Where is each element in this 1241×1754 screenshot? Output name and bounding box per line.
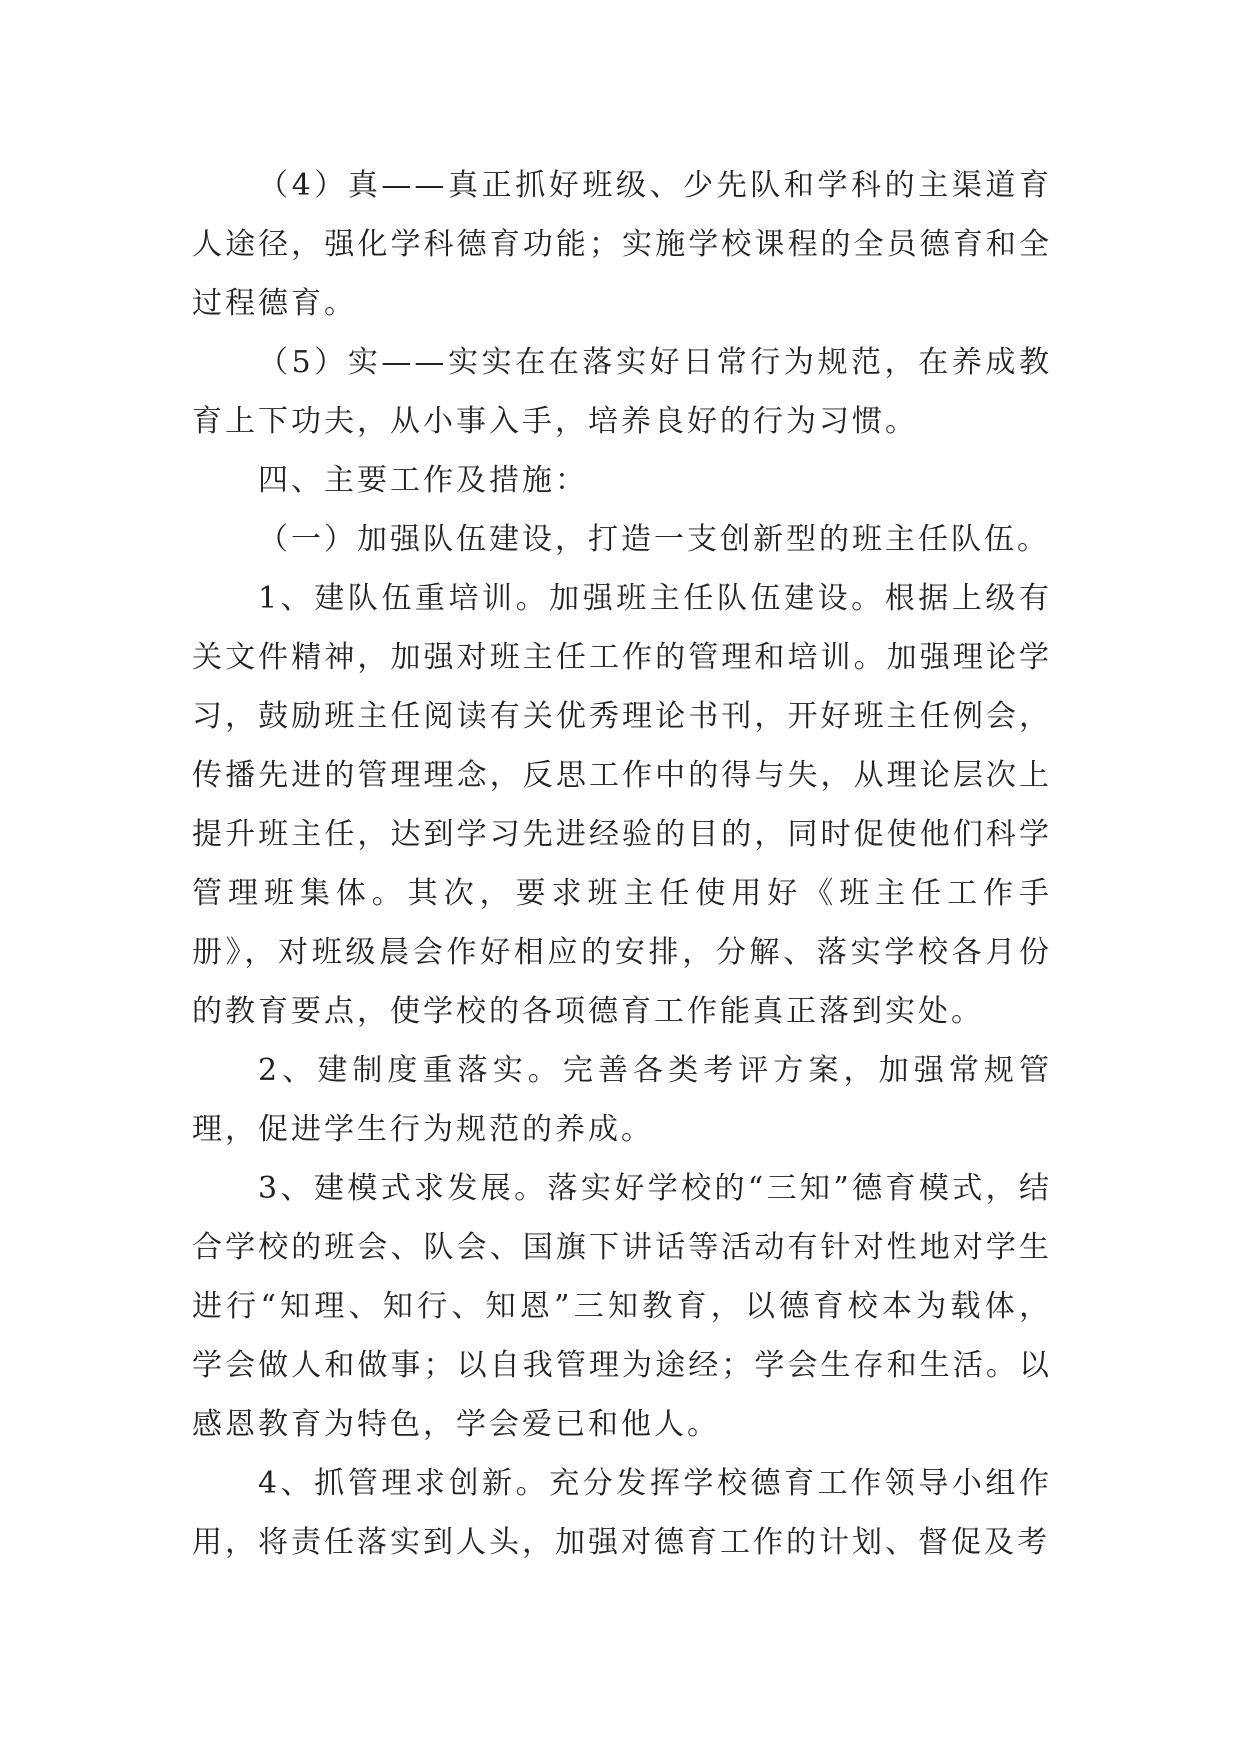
section-heading-main-work: 四、主要工作及措施： xyxy=(258,463,588,498)
paragraph-item-2-system: 2、建制度重落实。完善各类考评方案，加强常规管理，促进学生行为规范的养成。 xyxy=(192,1053,1052,1147)
paragraph-4-zhen: （4）真——真正抓好班级、少先队和学科的主渠道育人途径，强化学科德育功能；实施学校课程的全员德育和全过程德育。 xyxy=(192,168,1052,321)
paragraph-item-4-management: 4、抓管理求创新。充分发挥学校德育工作领导小组作用，将责任落实到人头，加强对德育工作的计划、督促及考 xyxy=(192,1466,1052,1560)
paragraph-item-1-training: 1、建队伍重培训。加强班主任队伍建设。根据上级有关文件精神，加强对班主任工作的管理和培训。加强理论学习，鼓励班主任阅读有关优秀理论书刊，开好班主任例会，传播先进的管理理念，反思工作中的得与失，从理论层次上提升班主任，达到学习先进经验的目的，同时促使他们科学管理班集体。其次，要求班主任使用好《班主任工作手册》，对班级晨会作好相应的安排，分解、落实学校各月份的教育要点，使学校的各项德育工作能真正落到实处。 xyxy=(192,581,1052,1029)
paragraph-5-shi: （5）实——实实在在落实好日常行为规范，在养成教育上下功夫，从小事入手，培养良好的行为习惯。 xyxy=(192,345,1052,439)
document-body xyxy=(192,156,1052,1572)
subsection-heading-team-building: （一）加强队伍建设，打造一支创新型的班主任队伍。 xyxy=(258,522,1050,557)
paragraph-item-3-model: 3、建模式求发展。落实好学校的“三知”德育模式，结合学校的班会、队会、国旗下讲话等活动有针对性地对学生进行“知理、知行、知恩”三知教育，以德育校本为载体，学会做人和做事；以自我管理为途经；学会生存和生活。以感恩教育为特色，学会爱已和他人。 xyxy=(192,1171,1052,1442)
